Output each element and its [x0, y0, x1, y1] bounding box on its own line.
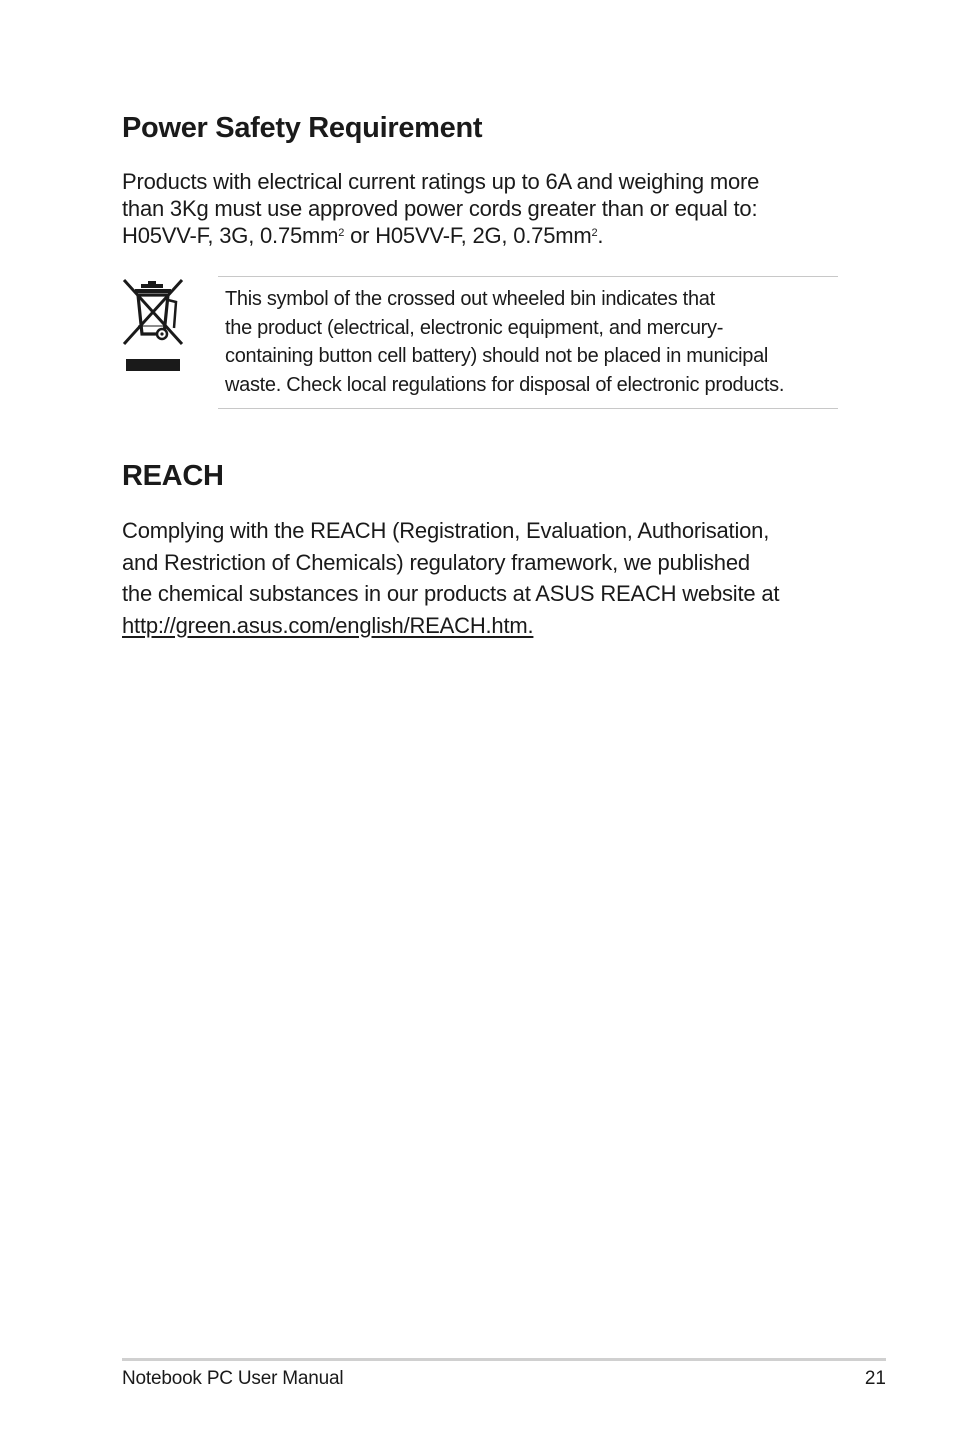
notice-line-2: the product (electrical, electronic equipment, and mercury- — [225, 316, 724, 339]
power-para-line-3 — [122, 222, 842, 249]
power-para-line-1: Products with electrical current ratings up to 6A and weighing more — [122, 169, 760, 194]
footer-divider — [122, 1358, 886, 1361]
reach-line-3: the chemical substances in our products at ASUS REACH website at — [122, 581, 780, 606]
reach-heading: REACH — [122, 460, 224, 492]
weee-notice-box — [218, 276, 838, 409]
power-safety-heading: Power Safety Requirement — [122, 112, 483, 144]
reach-line-2: and Restriction of Chemicals) regulatory framework, we published — [122, 549, 750, 575]
superscript-2-a: 2 — [338, 227, 345, 239]
footer-manual-title: Notebook PC User Manual — [122, 1368, 344, 1389]
cord-spec-3g: H05VV-F, 3G, 0.75mm — [122, 223, 339, 248]
footer-page-number: 21 — [864, 1368, 886, 1389]
notice-line-3: containing button cell battery) should not be placed in municipal — [225, 345, 769, 367]
superscript-2-b: 2 — [591, 227, 598, 239]
notice-line-4: waste. Check local regulations for disposal of electronic products. — [225, 373, 785, 396]
cord-spec-2g: or H05VV-F, 2G, 0.75mm — [344, 223, 592, 248]
crossed-out-wheeled-bin-icon — [120, 276, 186, 374]
period: . — [597, 223, 604, 248]
notice-line-1: This symbol of the crossed out wheeled bin indicates that — [225, 288, 715, 310]
reach-paragraph — [122, 515, 842, 641]
reach-line-1: Complying with the REACH (Registration, Evaluation, Authorisation, — [122, 518, 770, 543]
reach-website-link[interactable]: http://green.asus.com/english/REACH.htm. — [122, 612, 534, 638]
power-para-line-2: than 3Kg must use approved power cords greater than or equal to: — [122, 196, 758, 221]
weee-notice-text — [225, 285, 784, 399]
power-safety-paragraph — [122, 168, 842, 249]
